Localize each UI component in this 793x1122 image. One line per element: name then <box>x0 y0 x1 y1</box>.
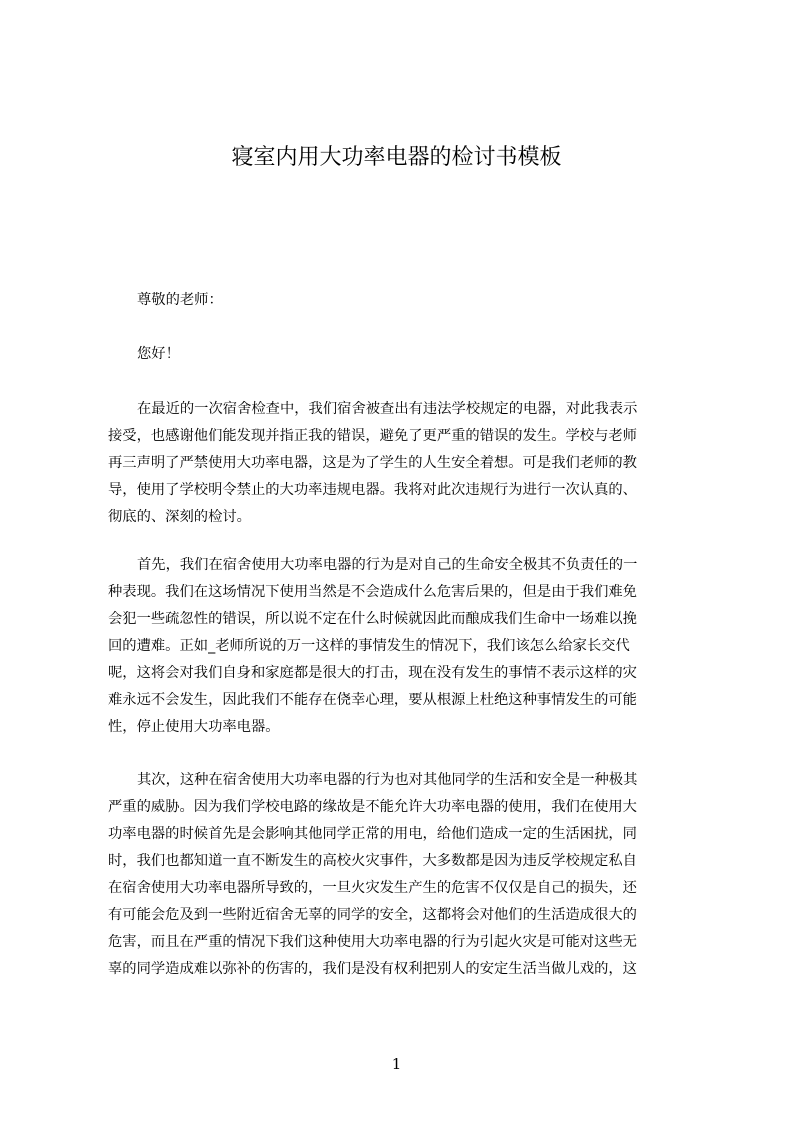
paragraph-1-line-2: 接受，也感谢他们能发现并指正我的错误，避免了更严重的错误的发生。学校与老师 <box>108 428 637 444</box>
paragraph-2-line-4: 回的遭难。正如_老师所说的万一这样的事情发生的情况下，我们该怎么给家长交代 <box>108 638 630 654</box>
paragraph-3-line-8: 辜的同学造成难以弥补的伤害的，我们是没有权利把别人的安定生活当做儿戏的，这 <box>108 961 637 977</box>
paragraph-2-line-6: 难永远不会发生，因此我们不能存在侥幸心理，要从根源上杜绝这种事情发生的可能 <box>108 692 637 708</box>
paragraph-3-line-4: 时，我们也都知道一直不断发生的高校火灾事件，大多数都是因为违反学校规定私自 <box>108 853 637 869</box>
paragraph-3-line-2: 严重的威胁。因为我们学校电路的缘故是不能允许大功率电器的使用，我们在使用大 <box>108 799 637 815</box>
salutation: 尊敬的老师： <box>137 292 223 308</box>
paragraph-1-line-5: 彻底的、深刻的检讨。 <box>108 509 251 525</box>
paragraph-2-line-2: 种表现。我们在这场情况下使用当然是不会造成什么危害后果的，但是由于我们难免 <box>108 584 637 600</box>
paragraph-3-line-3: 功率电器的时候首先是会影响其他同学正常的用电，给他们造成一定的生活困扰，同 <box>108 826 637 842</box>
paragraph-3-line-5: 在宿舍使用大功率电器所导致的，一旦火灾发生产生的危害不仅仅是自己的损失，还 <box>108 880 637 896</box>
paragraph-1-line-3: 再三声明了严禁使用大功率电器，这是为了学生的人生安全着想。可是我们老师的教 <box>108 455 637 471</box>
greeting: 您好！ <box>137 346 180 362</box>
paragraph-1-line-1: 在最近的一次宿舍检查中，我们宿舍被查出有违法学校规定的电器，对此我表示 <box>137 401 638 417</box>
paragraph-2-line-1: 首先，我们在宿舍使用大功率电器的行为是对自己的生命安全极其不负责任的一 <box>137 557 638 573</box>
document-title: 寝室内用大功率电器的检讨书模板 <box>231 145 562 170</box>
page-number: 1 <box>391 1055 402 1073</box>
paragraph-2-line-3: 会犯一些疏忽性的错误，所以说不定在什么时候就因此而酿成我们生命中一场难以挽 <box>108 611 637 627</box>
paragraph-2-line-7: 性，停止使用大功率电器。 <box>108 719 280 735</box>
paragraph-3-line-1: 其次，这种在宿舍使用大功率电器的行为也对其他同学的生活和安全是一种极其 <box>137 772 638 788</box>
paragraph-3-line-7: 危害，而且在严重的情况下我们这种使用大功率电器的行为引起火灾是可能对这些无 <box>108 934 637 950</box>
paragraph-2-line-5: 呢，这将会对我们自身和家庭都是很大的打击，现在没有发生的事情不表示这样的灾 <box>108 665 637 681</box>
paragraph-1-line-4: 导，使用了学校明令禁止的大功率违规电器。我将对此次违规行为进行一次认真的、 <box>108 482 637 498</box>
paragraph-3-line-6: 有可能会危及到一些附近宿舍无辜的同学的安全，这都将会对他们的生活造成很大的 <box>108 907 637 923</box>
